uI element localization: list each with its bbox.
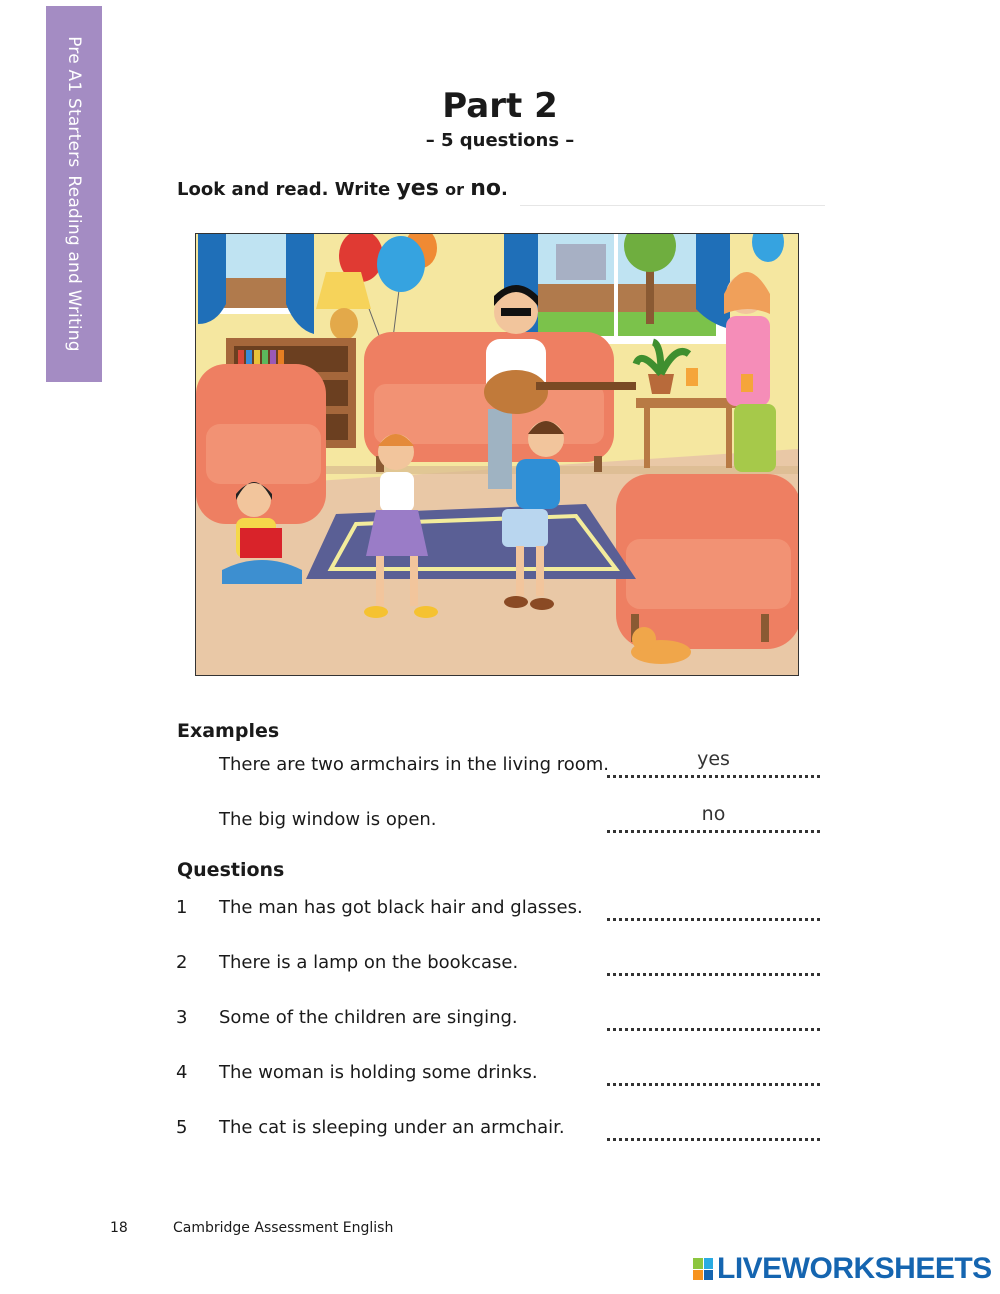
part-title: Part 2 (442, 86, 558, 126)
answer-input[interactable] (607, 958, 820, 976)
liveworksheets-logo[interactable] (693, 1254, 992, 1284)
example-text: There are two armchairs in the living room. (219, 754, 609, 775)
sidebar-tab (46, 6, 102, 382)
example-answer: yes (697, 748, 730, 770)
instruction (177, 176, 508, 201)
question-text: The man has got black hair and glasses. (219, 897, 583, 918)
example-answer: no (701, 803, 726, 825)
example-row (0, 748, 1000, 784)
question-row (0, 897, 1000, 927)
armchair-right (616, 474, 798, 649)
publisher-name: Cambridge Assessment English (173, 1220, 394, 1236)
page-number: 18 (110, 1220, 128, 1236)
answer-input[interactable] (607, 903, 820, 921)
living-room-picture (195, 233, 799, 676)
question-number: 5 (176, 1117, 188, 1138)
part-subtitle: – 5 questions – (425, 130, 575, 151)
sidebar-paper: Reading and Writing (64, 175, 84, 352)
answer-input[interactable] (607, 1068, 820, 1086)
question-number: 1 (176, 897, 188, 918)
examples-heading: Examples (177, 720, 280, 742)
rug (306, 504, 636, 579)
question-row (0, 952, 1000, 982)
brand-name: LIVEWORKSHEETS (717, 1252, 992, 1285)
question-text: The cat is sleeping under an armchair. (219, 1117, 565, 1138)
question-number: 2 (176, 952, 188, 973)
instruction-lead: Look and read. Write (177, 179, 391, 200)
question-number: 4 (176, 1062, 188, 1083)
question-number: 3 (176, 1007, 188, 1028)
answer-input[interactable] (607, 1013, 820, 1031)
question-text: Some of the children are singing. (219, 1007, 518, 1028)
instruction-yes: yes (396, 176, 439, 201)
liveworksheets-icon (693, 1258, 713, 1280)
instruction-no: no (470, 176, 502, 201)
question-text: There is a lamp on the bookcase. (219, 952, 519, 973)
answer-input[interactable] (607, 1123, 820, 1141)
questions-heading: Questions (177, 859, 285, 881)
example-row (0, 803, 1000, 839)
instruction-rule (520, 205, 825, 206)
instruction-end: . (501, 179, 508, 200)
sidebar-label (64, 36, 84, 351)
question-text: The woman is holding some drinks. (219, 1062, 538, 1083)
question-row (0, 1062, 1000, 1092)
example-text: The big window is open. (219, 809, 437, 830)
sidebar-level: Pre A1 Starters (64, 36, 84, 168)
instruction-or: or (445, 180, 464, 199)
question-row (0, 1117, 1000, 1147)
question-row (0, 1007, 1000, 1037)
